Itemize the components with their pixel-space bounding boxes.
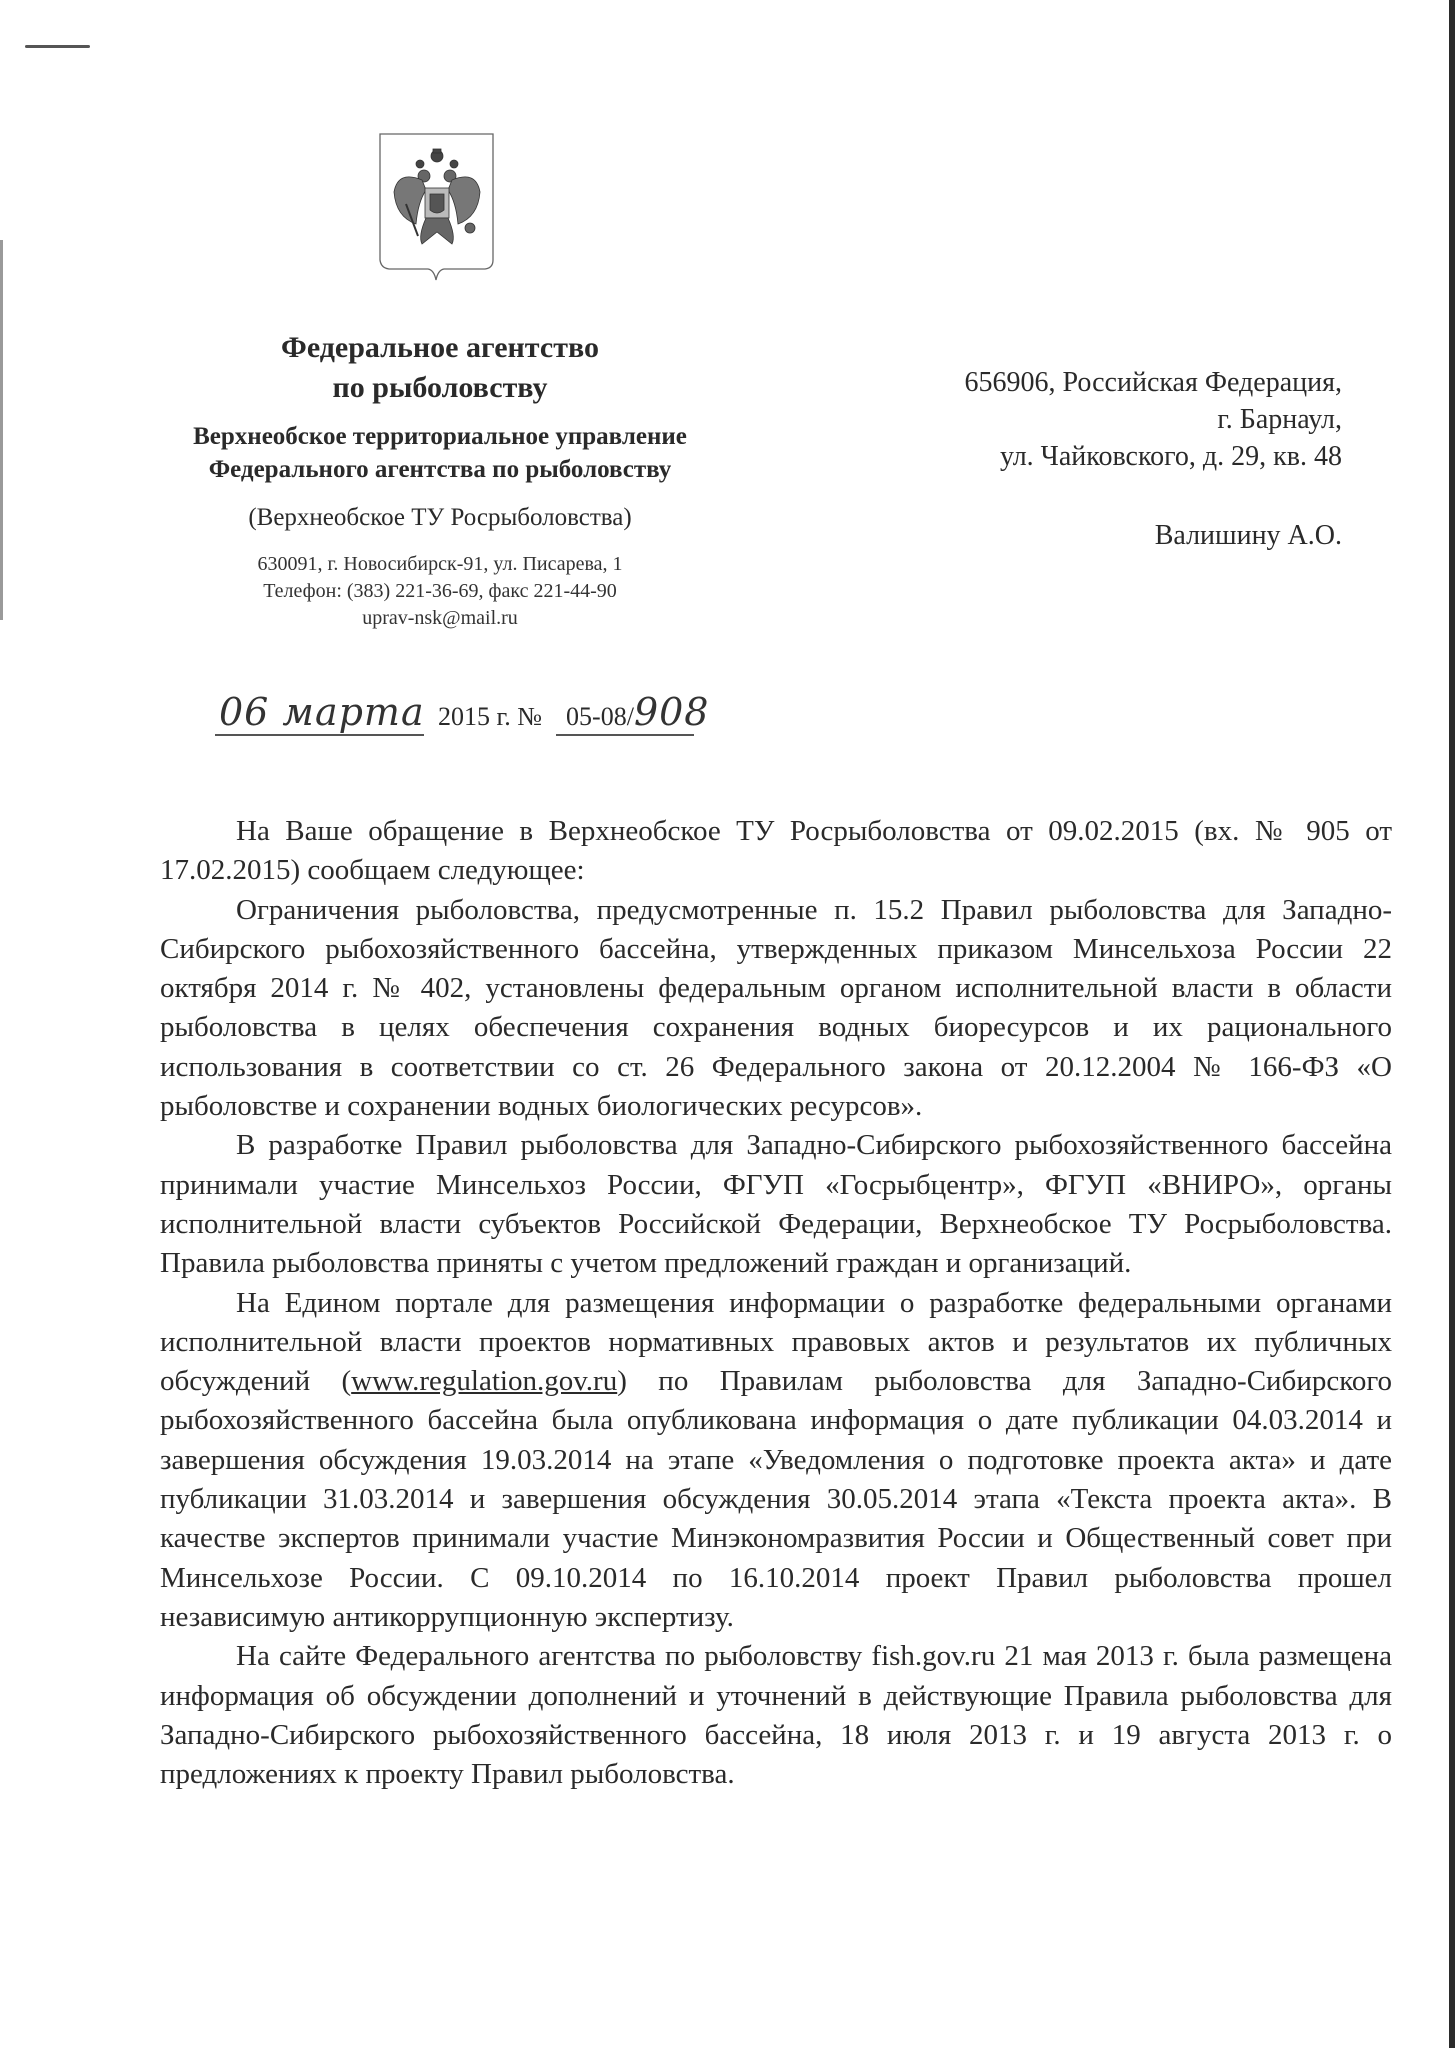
department-line1: Верхнеобское территориальное управление <box>193 423 687 450</box>
letter-body <box>160 812 1392 1794</box>
regulation-link[interactable]: www.regulation.gov.ru <box>351 1365 618 1398</box>
sender-address: 630091, г. Новосибирск-91, ул. Писарева, 1 <box>257 553 623 575</box>
recipient-line2: г. Барнаул, <box>1217 404 1342 435</box>
body-paragraph: В разработке Правил рыболовства для Западно-Сибирского рыбохозяйственного бассейна принимали участие Минсельхоз России, ФГУП «Госрыбцентр», ФГУП «ВНИРО», органы исполнительной власти субъектов Российской Федерации, Верхнеобское ТУ Росрыболовства. Правила рыболовства приняты с учетом предложений граждан и организаций. <box>160 1129 1392 1280</box>
recipient-line3: ул. Чайковского, д. 29, кв. 48 <box>999 441 1342 472</box>
sender-phone-fax: Телефон: (383) 221-36-69, факс 221-44-90 <box>263 580 617 602</box>
recipient-block <box>782 364 1342 554</box>
department-name <box>140 420 740 486</box>
body-text-span: На Едином портале для размещения информации о разработке федеральными органами исполнительной власти проектов нормативных правовых актов и результатов их публичных обсуждений ( <box>160 1286 1392 1398</box>
body-paragraph: На Ваше обращение в Верхнеобское ТУ Росрыболовства от 09.02.2015 (вх. № 905 от 17.02.2015) сообщаем следующее: <box>160 815 1392 887</box>
department-abbreviation: (Верхнеобское ТУ Росрыболовства) <box>248 504 632 531</box>
agency-title <box>140 328 740 408</box>
agency-title-line2: по рыболовству <box>332 371 548 404</box>
body-paragraph: На сайте Федерального агентства по рыболовству fish.gov.ru 21 мая 2013 г. была размещена информация об обсуждении дополнений и уточнений в действующие Правила рыболовства для Западно-Сибирского рыбохозяйственного бассейна, 18 июля 2013 г. и 19 августа 2013 г. о предложениях к проекту Правил рыболовства. <box>160 1640 1392 1791</box>
reference-line <box>215 690 710 740</box>
handwritten-date: 06 марта <box>219 690 425 734</box>
scan-edge-right <box>1449 0 1455 2048</box>
handwritten-number: 908 <box>633 690 710 734</box>
coat-of-arms-icon <box>378 132 496 282</box>
recipient-name: Валишину А.О. <box>1154 520 1342 551</box>
reference-number-prefix: 05-08/ <box>566 702 634 731</box>
department-line2: Федерального агентства по рыболовству <box>208 456 672 483</box>
recipient-line1: 656906, Российская Федерация, <box>964 367 1342 398</box>
sender-email: uprav-nsk@mail.ru <box>362 607 518 629</box>
agency-title-line1: Федеральное агентство <box>281 331 599 364</box>
body-paragraph <box>160 1284 1392 1638</box>
sender-contacts <box>140 551 740 632</box>
body-paragraph: Ограничения рыболовства, предусмотренные п. 15.2 Правил рыболовства для Западно-Сибирского рыбохозяйственного бассейна, утвержденных приказом Минсельхоза России 22 октября 2014 г. № 402, установлены федеральным органом исполнительной власти в области рыболовства в целях обеспечения сохранения водных биоресурсов и их рационального использования в соответствии со ст. 26 Федерального закона от 20.12.2004 № 166-ФЗ «О рыболовстве и сохранении водных биологических ресурсов». <box>160 893 1392 1123</box>
scan-corner-mark <box>25 45 90 48</box>
reference-year: 2015 г. № <box>438 702 543 731</box>
scan-edge-left <box>0 240 3 620</box>
body-text-span: ) по Правилам рыболовства для Западно-Сибирского рыбохозяйственного бассейна была опубликована информация о дате публикации 04.03.2014 и завершения обсуждения 19.03.2014 на этапе «Уведомления о подготовке проекта акта» и дате публикации 31.03.2014 и завершения обсуждения 30.05.2014 этапа «Текста проекта акта». В качестве экспертов принимали участие Минэкономразвития России и Общественный совет при Минсельхозе России. С 09.10.2014 по 16.10.2014 проект Правил рыболовства прошел независимую антикоррупционную экспертизу. <box>160 1365 1392 1633</box>
